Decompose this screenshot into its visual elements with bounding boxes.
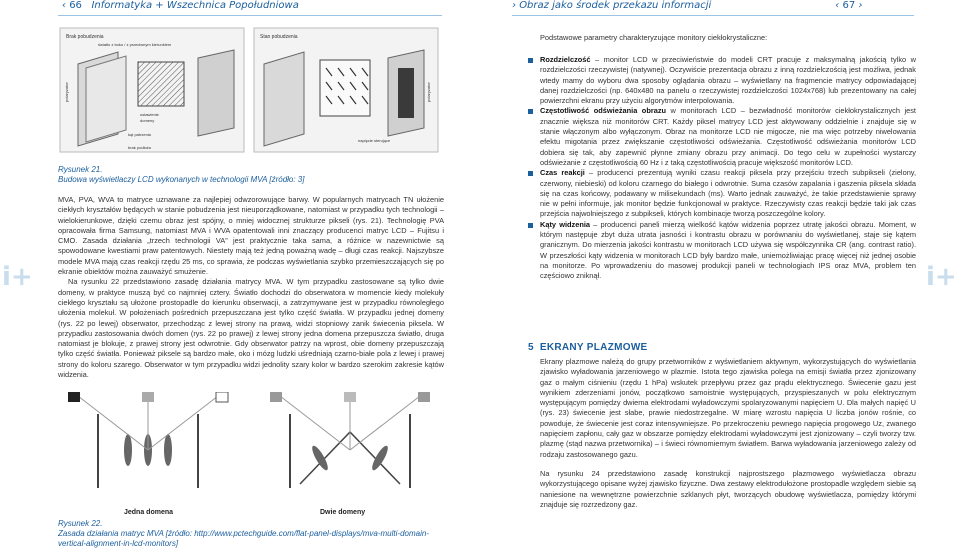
figure-21-caption-number: Rysunek 21. xyxy=(58,165,103,174)
right-arrow-icon: › xyxy=(858,0,863,11)
term-response-time: Czas reakcji xyxy=(540,168,585,178)
section-number: 5 xyxy=(528,342,534,353)
parameters-heading: Podstawowe parametry charakteryzujące monitory ciekłokrystaliczne: xyxy=(540,33,768,42)
section-body xyxy=(540,357,916,519)
fig22-label-one-domain: Jedna domena xyxy=(124,509,174,516)
section-heading xyxy=(528,342,648,353)
figure-22-caption xyxy=(58,519,448,549)
list-item xyxy=(528,220,916,282)
parameters-list xyxy=(528,55,916,282)
fig21-bottom-left-label: kąt patrzenia xyxy=(128,132,151,137)
fig21-crystal-block-left xyxy=(138,62,184,106)
left-paragraph-2: Na rysunku 22 przedstawiono zasadę działania matrycy MVA. W tym przypadku zastosowane są tylko dwie domeny, w praktyce muszą być co najmniej cztery. Światło dochodzi do obserwatora w momencie kiedy molekuły ciekłego kryształu są ułożone prostopadle do kierunku obserwacji, a zatrzymywane jest w przypadku równoległego ułożenia molekuł. W położeniach pośrednich przepuszczana jest tylko część światła. W przypadku jednej domeny (rys. 22 po lewej) obserwator, przechodząc z lewej strony na prawą, widzi stopniowy zanik świecenia piksela. W przypadku zastosowania dwóch domen (rys. 22 po prawej) z lewej strony jedna domena przepuszcza światło, druga natomiast je blokuje, z prawej strony jest odwrotnie. Gdy obserwator patrzy na wprost, obie domeny przepuszczają tylko część światła. Ponieważ piksele są bardzo małe, oko i mózg ludzki uśredniają czarno-białe pola z lewej i prawej strony do koloru szarego. Obserwator w tym przypadku widzi jednolity szary kolor w bardzo szerokim zakresie kątów widzenia. xyxy=(58,277,444,380)
list-item xyxy=(528,168,916,219)
fig21-dark-block xyxy=(398,68,414,118)
header-title-left: Informatyka + Wszechnica Popołudniowa xyxy=(91,0,299,11)
fig21-left-title: Brak pobudzenia xyxy=(66,34,104,40)
left-column-text xyxy=(58,195,444,380)
term-response-time-text: – producenci prezentują wyniki czasu reakcji piksela przy przejściu trzech subpikseli (zielony, czerwony, niebieski) od koloru czarnego do białego i odwrotnie. Suma czasów zapalania i gaszenia piksela składa się na czas końcowy, podawany w milisekundach (ms). Warto jednak zauważyć, że takie przedstawienie sprawy nie w pełni informuje, jak monitor będzie funkcjonował w praktyce. Rzeczywisty czas reakcji będzie taki jak czas przejścia najwolniejszego z subpikseli, których kombinacje tworzą poszczególne kolory. xyxy=(540,168,916,219)
header-title-right: Obraz jako środek przekazu informacji xyxy=(519,0,712,11)
term-resolution: Rozdzielczość xyxy=(540,55,591,64)
term-refresh-rate-text: w monitorach LCD – bezwładność monitorów ciekłokrystalicznych jest znacznie większa niż monitorów CRT. Każdy piksel matrycy LCD jest aktywowany oddzielnie i znajduje się w stanie włączonym albo wyłączonym. Obraz na monitorze LCD nie migocze, nie ma więc potrzeby niwelowania efektu migotania przez zwiększanie częstotliwości odświeżania. Częstotliwość odświeżania monitorów LCD dobiera się tak, aby zapewnić płynne zmiany obrazu przy animacji. Do tego celu w zupełności wystarczy odświeżanie z częstotliwością 60 Hz i z taką częstotliwością pracuje większość monitorów LCD. xyxy=(540,106,916,167)
figure-21-caption-text: Budowa wyświetlaczy LCD wykonanych w technologii MVA [źródło: 3] xyxy=(58,175,305,184)
section-paragraph-2: Na rysunku 24 przedstawiono zasadę konstrukcji najprostszego plazmowego wyświetlacza obrazu wykorzystującego opisane wyżej zjawisko fizyczne. Dwa zestawy elektrodułożone prostopadle względem siebie są naniesione na wewnętrzne powierzchnie szklanych płyt, tworzących obudowę wyświetlacza, pomiędzy którymi znajduje się rozrzedzony gaz. xyxy=(540,468,916,509)
list-item xyxy=(528,55,916,106)
fig21-top-note: światło z boku / z przeciwnym kierunkiem xyxy=(98,42,172,47)
bullet-square-icon xyxy=(528,171,533,176)
list-item xyxy=(528,106,916,168)
left-arrow-icon: ‹ xyxy=(62,0,66,11)
figure-22-caption-line-1: Zasada działania matryc MVA [źródło: http://www.pctechguide.com/flat-panel-displays/mva-multi-domain- xyxy=(58,529,429,538)
term-viewing-angles-text: – producenci paneli mierzą wielkość kątów widzenia poprzez utratę jakości obrazu. Moment, w którym następuje zbyt duża utrata jasności i kontrastu obrazu w porównaniu do wyświetlanej, staje się kątem granicznym. Do mierzenia jakości kontrastu w monitorach LCD używa się współczynnika CR (ang. contrast ratio). W przeszłości kąty widzenia w monitorach LCD były bardzo małe, uniemożliwiając pracę więcej niż jednej osobie na monitorze. Po wprowadzeniu do masowej produkcji paneli w technologiach IPS oraz MVA, problem ten częściowo zniknął. xyxy=(540,219,916,281)
page-number-right: 67 xyxy=(842,0,856,11)
bullet-square-icon xyxy=(528,58,533,63)
fig21-polarizer-left: polaryzator xyxy=(64,82,69,102)
right-arrow-icon: › xyxy=(512,0,516,11)
page-number-left: 66 xyxy=(69,0,82,11)
figure-21-mva-diagram xyxy=(58,24,442,164)
term-viewing-angles: Kąty widzenia xyxy=(540,219,590,229)
figure-22-caption-number: Rysunek 22. xyxy=(58,519,103,528)
header-rule-left xyxy=(58,15,442,16)
fig21-right-title: Stan pobudzenia xyxy=(260,34,298,40)
fig21-polarizer-right: polaryzator xyxy=(426,82,431,102)
side-logo-mark-right: i+ xyxy=(926,262,957,292)
fig21-plate-right-1 xyxy=(264,52,304,146)
running-header-left xyxy=(62,0,299,12)
bullet-square-icon xyxy=(528,109,533,114)
section-paragraph-1: Ekrany plazmowe należą do grupy przetworników z wyświetlaniem aktywnym, wykorzystujących do wyświetlania zjawisko wyładowania jarzeniowego w plazmie. Istota tego zjawiska polega na emisji światła przez zjonizowany gaz o małym ciśnieniu (rzędu 1 hPa) wskutek przepływu przez gaz prądu elektrycznego. Świecenie gazu jest wynikiem zderzeniami jonów, początkowo samoistnie występujących, przyspieszanych w polu elektrycznym występującym pomiędzy dwiema elektrodami wyładowczymi spolaryzowanymi napięciem U. Dla małych napięć U (rys. 23) świecenie jest słabe, prawie niedostrzegalne. W miarę wzrostu napięcia U liczba jonów rośnie, co powoduje, że świecenie jest coraz intensywniejsze. Po przekroczeniu pewnego napięcia progowego Uz, zwanego napięciem zapłonu, cały gaz w obszarze pomiędzy elektrodami wyładowczymi jest zjonizowany – czyli tworzy tzw. plazmę (stąd nazwa przetwornika) – i świeci równomiernym światłem. Barwa wyładowania jarzeniowego zależy od rodzaju zastosowanego gazu. xyxy=(540,357,916,459)
fig21-center-label-b: domeny xyxy=(140,118,155,123)
figure-22-domain-diagram xyxy=(58,392,442,520)
fig22-two-domains xyxy=(270,392,430,488)
fig21-base-label: brak podłoża xyxy=(128,145,151,150)
fig22-label-two-domains: Dwie domeny xyxy=(320,509,366,516)
term-resolution-text: – monitor LCD w przeciwieństwie do modeli CRT pracuje z maksymalną jakością tylko w rozdzielczości rzeczywistej (natywnej). Oczywiście prezentacja obrazu z inną rozdzielczością jest możliwa, jednak wtedy mamy do wyboru dwa sposoby oglądania obrazu – wyświetlany na fragmencie matrycy odpowiadającej danej rozdzielczości (np. 640x480 na panelu o rzeczywistej rozdzielczości 1024x768) lub prezentowany na całej powierzchni ekranu przy użyciu algorytmów interpolowania. xyxy=(540,55,916,106)
term-refresh-rate: Częstotliwość odświeżania obrazu xyxy=(540,106,667,116)
bullet-square-icon xyxy=(528,223,533,228)
header-rule-right xyxy=(512,15,914,16)
fig21-plate-left-3 xyxy=(198,50,234,136)
fig21-bottom-right-label: napięcie sterujące xyxy=(358,138,391,143)
fig22-one-domain xyxy=(68,392,228,488)
section-title: EKRANY PLAZMOWE xyxy=(539,342,648,353)
left-arrow-icon: ‹ xyxy=(835,0,840,11)
figure-22-caption-line-2: vertical-alignment-in-lcd-monitors] xyxy=(58,539,179,548)
left-paragraph-1: MVA, PVA, WVA to matryce uznawane za najlepiej odwzorowujące barwy. W popularnych matrycach TN ułożenie ciekłych kryształów będących w stanie pobudzenia jest nieuporządkowane, natomiast w przypadku tych technologii – wielokierunkowe, dzięki czemu obraz jest spójny, o mniej widocznej strukturze pikseli (rys. 21). Technologię PVA opracowała firma Samsung, natomiast MVA i WVA opatentowali inni znaczący producenci matryc LCD – Fujitsu i CMO. Zasada działania „trzech technologii VA” jest praktycznie taka sama, a różnice w nazewnictwie są spowodowane kwestiami praw patentowych. Niestety mają też jedną poważną wadę – długi czas reakcji. Najszybsze modele MVA mają czas reakcji rzędu 25 ms, co sprawia, że podczas wyświetlania szybko przemieszczających się po ekranie obiektów można zauważyć smużenie. xyxy=(58,195,444,277)
fig21-plate-left-2 xyxy=(86,56,126,142)
figure-21-caption xyxy=(58,165,442,185)
fig21-center-label-a: ustawienie xyxy=(140,112,159,117)
side-logo-mark-left: i+ xyxy=(2,262,33,292)
running-header-right xyxy=(512,0,862,12)
